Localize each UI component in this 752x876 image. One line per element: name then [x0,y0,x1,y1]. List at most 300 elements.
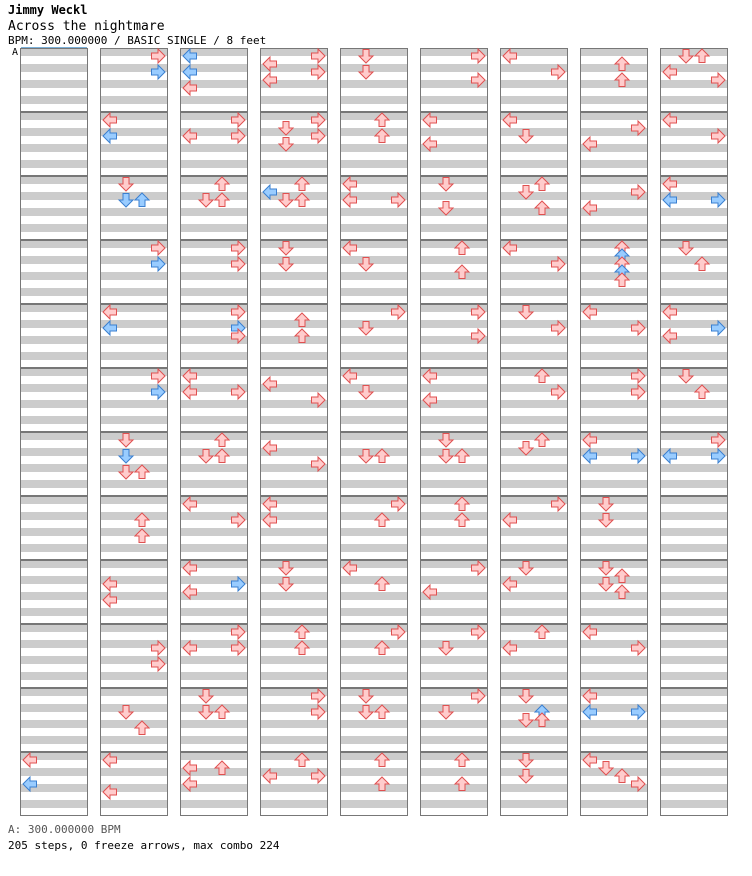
measure-stripe [500,416,568,424]
measure-stripe [660,560,728,568]
measure-stripe [20,160,88,168]
measure-stripe [20,464,88,472]
measure-stripe [580,64,648,72]
measure-stripe [660,256,728,264]
measure-stripe [500,352,568,360]
measure-stripe [260,416,328,424]
measure-stripe [500,448,568,456]
bpm-marker-label: A [12,47,19,58]
measure-stripe [180,144,248,152]
measure-stripe [660,272,728,280]
measure [100,496,168,560]
measure-stripe [340,160,408,168]
measure-stripe [100,480,168,488]
measure-stripe [340,320,408,328]
measure [260,304,328,368]
measure-stripe [500,624,568,632]
measure [340,432,408,496]
measure [20,624,88,688]
measure-stripe [20,624,88,632]
measure-stripe [420,288,488,296]
measure-stripe [420,496,488,504]
measure-stripe [180,272,248,280]
measure-stripe [180,176,248,184]
measure-stripe [20,560,88,568]
measure-stripe [340,128,408,136]
measure-stripe [660,736,728,744]
measure [20,48,88,112]
measure-stripe [340,272,408,280]
measure-stripe [580,736,648,744]
measure-stripe [100,672,168,680]
measure-stripe [260,656,328,664]
measure-stripe [260,304,328,312]
measure-stripe [580,608,648,616]
chart-column [20,48,88,816]
measure-stripe [420,784,488,792]
measure-stripe [260,96,328,104]
measure-stripe [420,128,488,136]
measure-stripe [580,96,648,104]
measure-stripe [580,768,648,776]
measure-stripe [340,768,408,776]
measure-stripe [660,368,728,376]
artist-name: Jimmy Weckl [8,3,88,17]
measure-stripe [260,480,328,488]
measure-stripe [20,496,88,504]
measure-stripe [20,272,88,280]
measure [20,688,88,752]
measure-stripe [260,528,328,536]
measure-stripe [420,240,488,248]
measure-stripe [660,496,728,504]
measure-stripe [660,656,728,664]
measure-stripe [500,784,568,792]
measure-stripe [100,336,168,344]
measure-stripe [260,672,328,680]
chart-column [180,48,248,816]
measure-stripe [500,432,568,440]
measure-stripe [100,80,168,88]
measure-stripe [260,576,328,584]
measure-stripe [660,672,728,680]
measure [20,368,88,432]
measure-stripe [660,592,728,600]
measure-stripe [20,448,88,456]
measure-stripe [180,544,248,552]
measure-stripe [100,400,168,408]
measure [340,48,408,112]
measure-stripe [20,176,88,184]
chart-column [500,48,568,816]
measure [340,112,408,176]
measure-stripe [420,656,488,664]
measure-stripe [260,176,328,184]
measure-stripe [420,320,488,328]
measure [660,240,728,304]
measure-stripe [260,736,328,744]
measure-stripe [420,64,488,72]
measure [500,688,568,752]
measure-stripe [580,160,648,168]
measure-stripe [340,432,408,440]
measure-stripe [420,384,488,392]
measure-stripe [500,208,568,216]
measure-stripe [500,560,568,568]
measure-stripe [340,544,408,552]
measure-stripe [580,48,648,56]
measure-stripe [420,752,488,760]
measure [500,432,568,496]
measure [420,752,488,816]
measure-stripe [340,528,408,536]
measure-stripe [580,400,648,408]
measure [420,432,488,496]
measure-stripe [340,256,408,264]
measure-stripe [580,224,648,232]
measure [660,560,728,624]
measure-stripe [500,464,568,472]
measure-stripe [420,416,488,424]
measure-stripe [180,288,248,296]
measure-stripe [260,720,328,728]
measure-stripe [20,144,88,152]
measure-stripe [20,720,88,728]
measure-stripe [420,512,488,520]
measure [420,240,488,304]
measure-stripe [500,800,568,808]
measure-stripe [660,160,728,168]
measure-stripe [340,448,408,456]
measure-stripe [580,352,648,360]
measure-stripe [420,672,488,680]
measure-stripe [660,240,728,248]
measure-stripe [180,752,248,760]
measure-stripe [580,656,648,664]
measure [100,176,168,240]
measure-stripe [500,592,568,600]
measure-stripe [500,272,568,280]
measure-stripe [580,112,648,120]
measure-stripe [660,640,728,648]
measure-stripe [660,528,728,536]
measure-stripe [660,624,728,632]
measure [660,624,728,688]
measure-stripe [180,656,248,664]
measure-stripe [260,160,328,168]
measure-stripe [180,800,248,808]
measure-stripe [20,416,88,424]
measure-stripe [660,288,728,296]
measure-stripe [420,192,488,200]
measure-stripe [420,736,488,744]
measure-stripe [20,80,88,88]
measure-stripe [100,688,168,696]
measure [660,368,728,432]
measure-stripe [20,336,88,344]
measure-stripe [100,512,168,520]
measure-stripe [340,800,408,808]
measure [100,432,168,496]
measure-stripe [20,480,88,488]
measure-stripe [100,144,168,152]
measure-stripe [340,336,408,344]
measure-stripe [420,576,488,584]
measure-stripe [340,752,408,760]
measure-stripe [340,480,408,488]
bpm-legend: A: 300.000000 BPM [8,823,121,836]
measure-stripe [20,192,88,200]
measure-stripe [340,96,408,104]
measure-stripe [660,576,728,584]
measure-stripe [580,480,648,488]
measure-stripe [100,208,168,216]
measure-stripe [660,512,728,520]
measure-stripe [420,800,488,808]
measure-stripe [100,768,168,776]
measure-stripe [20,528,88,536]
measure-stripe [580,256,648,264]
measure [260,240,328,304]
measure-stripe [180,736,248,744]
measure [20,112,88,176]
step-stats: 205 steps, 0 freeze arrows, max combo 224 [8,839,280,852]
measure-stripe [580,560,648,568]
measure-stripe [180,480,248,488]
measure-stripe [500,160,568,168]
measure-stripe [260,560,328,568]
measure-stripe [580,592,648,600]
measure-stripe [580,544,648,552]
measure [20,304,88,368]
measure-stripe [500,720,568,728]
measure-stripe [660,688,728,696]
measure-stripe [420,224,488,232]
measure-stripe [100,272,168,280]
measure-stripe [260,352,328,360]
measure-stripe [260,272,328,280]
measure-stripe [580,512,648,520]
measure-stripe [580,464,648,472]
measure-stripe [580,672,648,680]
measure-stripe [100,352,168,360]
measure-stripe [20,384,88,392]
measure-stripe [20,112,88,120]
measure-stripe [340,688,408,696]
measure-stripe [180,400,248,408]
measure-stripe [100,704,168,712]
measure-stripe [260,544,328,552]
measure-stripe [260,368,328,376]
measure-stripe [340,208,408,216]
song-title: Across the nightmare [8,19,165,34]
measure-stripe [20,800,88,808]
measure [20,560,88,624]
measure-stripe [20,544,88,552]
measure-stripe [420,96,488,104]
measure-stripe [180,160,248,168]
measure-stripe [660,464,728,472]
measure-stripe [180,448,248,456]
measure-stripe [20,288,88,296]
measure-stripe [180,528,248,536]
measure-stripe [20,320,88,328]
measure [420,496,488,560]
measure-stripe [100,160,168,168]
measure-stripe [340,464,408,472]
measure-stripe [180,208,248,216]
measure-stripe [500,672,568,680]
measure-stripe [340,224,408,232]
measure-stripe [660,208,728,216]
measure-stripe [340,48,408,56]
measure-stripe [500,176,568,184]
measure-stripe [20,768,88,776]
measure-stripe [100,432,168,440]
measure-stripe [340,784,408,792]
measure-stripe [500,144,568,152]
measure [580,496,648,560]
measure-stripe [420,704,488,712]
measure-stripe [660,224,728,232]
measure-stripe [500,480,568,488]
measure-stripe [340,288,408,296]
measure-stripe [580,720,648,728]
measure [340,688,408,752]
measure-stripe [260,336,328,344]
measure-stripe [100,192,168,200]
measure [180,176,248,240]
measure-stripe [100,448,168,456]
measure-stripe [20,304,88,312]
measure-stripe [20,208,88,216]
measure-stripe [500,528,568,536]
measure-stripe [500,128,568,136]
measure-stripe [340,80,408,88]
measure-stripe [180,352,248,360]
measure [580,48,648,112]
chart-column [660,48,728,816]
measure-stripe [660,544,728,552]
measure-stripe [420,176,488,184]
measure [180,688,248,752]
measure-stripe [340,384,408,392]
measure [20,496,88,560]
measure-stripe [340,720,408,728]
measure-stripe [100,528,168,536]
measure-stripe [420,720,488,728]
measure [180,432,248,496]
measure-stripe [500,656,568,664]
measure-stripe [260,224,328,232]
measure-stripe [660,48,728,56]
measure [260,560,328,624]
chart-info: BPM: 300.000000 / BASIC SINGLE / 8 feet [8,34,267,47]
measure-stripe [100,544,168,552]
measure-stripe [180,224,248,232]
measure-stripe [500,768,568,776]
measure-stripe [260,608,328,616]
measure-stripe [580,336,648,344]
measure-stripe [20,736,88,744]
measure-stripe [260,624,328,632]
measure-stripe [260,320,328,328]
measure-stripe [100,736,168,744]
measure-stripe [660,384,728,392]
measure-stripe [20,576,88,584]
measure [20,240,88,304]
measure-stripe [660,144,728,152]
measure [500,752,568,816]
measure [20,176,88,240]
measure-stripe [500,288,568,296]
measure-stripe [260,256,328,264]
measure-stripe [180,464,248,472]
measure-stripe [420,448,488,456]
measure-stripe [420,352,488,360]
measure-stripe [20,608,88,616]
measure-stripe [660,352,728,360]
measure-stripe [580,240,648,248]
measure-stripe [420,528,488,536]
measure-stripe [180,672,248,680]
measure-stripe [420,640,488,648]
measure-stripe [180,192,248,200]
measure [420,176,488,240]
measure-stripe [180,704,248,712]
measure [580,560,648,624]
measure-stripe [660,752,728,760]
measure-stripe [20,224,88,232]
measure-stripe [20,688,88,696]
measure-stripe [20,240,88,248]
measure-stripe [20,352,88,360]
measure-stripe [500,336,568,344]
measure-stripe [100,720,168,728]
measure-stripe [260,784,328,792]
measure-stripe [500,704,568,712]
measure-stripe [500,192,568,200]
measure-stripe [660,720,728,728]
measure-stripe [580,288,648,296]
measure-stripe [340,416,408,424]
measure-stripe [260,432,328,440]
measure-stripe [180,720,248,728]
measure-stripe [340,704,408,712]
measure-stripe [20,96,88,104]
chart-column [100,48,168,816]
measure-stripe [660,784,728,792]
measure-stripe [660,400,728,408]
measure-stripe [260,240,328,248]
measure-stripe [20,128,88,136]
measure-stripe [20,656,88,664]
measure-stripe [420,544,488,552]
measure-stripe [340,736,408,744]
measure-stripe [260,800,328,808]
measure-stripe [340,112,408,120]
measure-stripe [420,256,488,264]
measure-stripe [180,688,248,696]
measure-stripe [100,96,168,104]
measure-stripe [340,592,408,600]
measure [100,688,168,752]
measure-stripe [340,576,408,584]
measure-stripe [20,432,88,440]
measure-stripe [180,416,248,424]
measure-stripe [500,304,568,312]
measure [340,752,408,816]
